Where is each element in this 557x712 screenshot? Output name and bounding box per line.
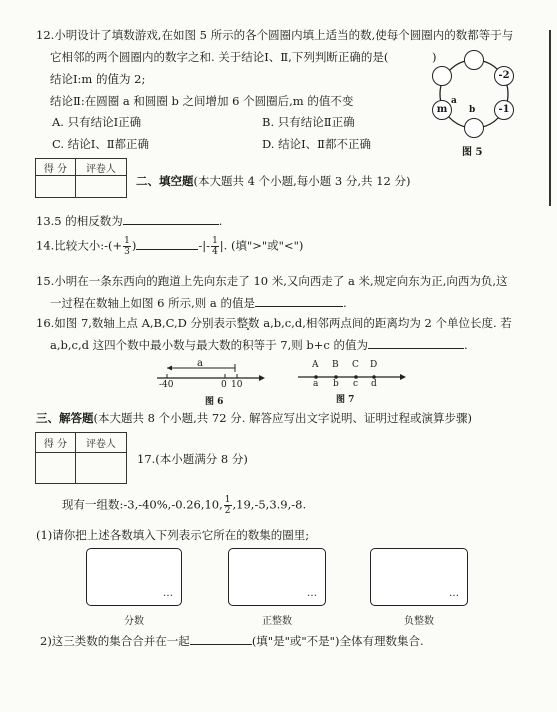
fig7-point-B: B [332,360,339,370]
q13 [36,213,222,229]
fig7-point-D: D [370,360,378,370]
label-b: b [469,105,476,115]
section-3-title: 三、解答题 [36,411,94,425]
q16-end: . [464,338,468,352]
fraction-one-quarter [211,236,219,257]
q17-numbers-pre: 现有一组数:-3,-40%,-0.26,10, [62,497,223,512]
q14-answer-blank[interactable] [136,249,198,250]
circle-label-m: m [436,104,448,115]
fig6-a-label: a [197,358,203,369]
option-a: A. 只有结论Ⅰ正确 [52,115,142,129]
score-header: 得 分 [36,159,76,176]
q16-line2-text: a,b,c,d 这四个数中最小数与最大数的积等于 7,则 b+c 的值为 [50,338,369,352]
answer-paren: ) [431,50,437,64]
half-num: 1 [224,495,231,505]
q17-part2 [40,633,424,649]
q17-header: 17.(本小题满分 8 分) [137,452,248,466]
half-den: 2 [224,506,231,516]
score-table-1 [35,158,127,198]
set-dots-fractions: … [163,588,173,599]
q17-part2-blank[interactable] [190,644,252,645]
grader-cell-2[interactable] [75,453,126,484]
section-2-heading [136,173,410,189]
option-b: B. 只有结论Ⅱ正确 [262,115,355,129]
fig7-point-C: C [352,360,359,370]
margin-binding-line [549,30,551,206]
grader-header: 评卷人 [75,159,126,176]
circle-top-right [494,66,514,86]
fraction-one-third [123,236,131,257]
option-c: C. 结论Ⅰ、Ⅱ都正确 [52,137,150,151]
score-cell-2[interactable] [36,453,76,484]
q14-mid: ) [131,238,137,253]
q13-end: . [218,214,223,228]
q12-line1: 12.小明设计了填数游戏,在如图 5 所示的各个圆圈内填上适当的数,使每个圆圈内的数都等于与 [36,28,514,42]
score-cell[interactable] [36,176,76,198]
q16-emphasis: 整数 . [237,316,260,330]
fraction-one-half [224,495,232,516]
conclusion-1: 结论Ⅰ:m 的值为 2; [50,72,146,86]
set-label-negative-integers: 负整数 [404,616,434,627]
q16-line1-a: 16.如图 7,数轴上点 A,B,C,D 分别表示 [36,316,237,330]
q14 [36,236,303,257]
score-header-2: 得 分 [36,433,76,453]
set-box-negative-integers[interactable] [370,548,468,606]
figure-5 [426,48,526,160]
grader-header-2: 评卷人 [75,433,126,453]
q12-line2-text: 它相邻的两个圆圈内的数字之和. 关于结论Ⅰ、Ⅱ,下列判断正确的是( [50,50,389,64]
q15-line1: 15.小明在一条东西向的跑道上先向东走了 10 米,又向西走了 a 米,规定向东为正,向西为负,这 [36,274,508,288]
fig7-value-b: b [333,379,339,389]
set-dots-negative-integers: … [449,588,459,599]
circle-top [464,50,484,70]
fig7-point-A: A [312,360,319,370]
q17-numbers [62,495,306,516]
q15-line2-text: 一过程在数轴上如图 6 所示,则 a 的值是 [50,296,255,310]
figure-7-caption: 图 7 [336,395,355,405]
grader-cell[interactable] [75,176,126,198]
q12-line2 [50,49,436,65]
figure-6 [155,356,265,406]
label-a: a [451,96,457,106]
q16-answer-blank[interactable] [368,348,464,349]
q17-numbers-post: ,19,-5,3.9,-8. [232,497,307,512]
fig7-value-d: d [371,379,377,389]
score-table-2 [35,432,127,484]
q15-end: . [342,296,347,310]
circle-b [464,118,484,138]
conclusion-2: 结论Ⅱ:在圆圈 a 和圆圈 b 之间增加 6 个圆圈后,m 的值不变 [50,94,354,108]
q14-prefix: 14.比较大小:-(+ [36,238,123,253]
figure-6-caption: 图 6 [205,397,224,407]
fig6-tick-10: 10 [231,380,243,390]
circle-top-left [432,66,452,86]
q15-line2 [50,295,347,311]
q14-mid2: -|- [198,238,211,253]
q17-part2-a: 2)这三类数的集合合并在一起 [40,634,190,648]
frac1-num: 1 [124,236,130,246]
fig7-value-a: a [313,379,319,389]
set-box-positive-integers[interactable] [228,548,326,606]
fig6-tick-neg40: -40 [159,380,174,390]
section-3-desc: (本大题共 8 个小题,共 72 分. 解答应写出文字说明、证明过程或演算步骤) [93,411,473,425]
figure-7 [296,360,406,406]
q13-text: 13.5 的相反数为 [36,214,123,228]
q17-part1: (1)请你把上述各数填入下列表示它所在的数集的圈里; [36,528,310,542]
fig7-value-c: c [353,379,359,389]
circle-value-neg2: -2 [498,70,510,81]
set-dots-positive-integers: … [307,588,317,599]
circle-bottom-right [494,100,514,120]
circle-m [432,100,452,120]
q15-answer-blank[interactable] [255,306,343,307]
frac2-num: 1 [212,236,218,246]
frac2-den: 4 [212,247,218,257]
q16-line2 [50,337,468,353]
section-2-title: 二、填空题 [136,174,194,188]
set-label-positive-integers: 正整数 [262,616,292,627]
q16-line1-b: a,b,c,d,相邻两点间的距离均为 2 个单位长度. 若 [259,316,512,330]
section-2-desc: (本大题共 4 个小题,每小题 3 分,共 12 分) [193,174,411,188]
option-d: D. 结论Ⅰ、Ⅱ都不正确 [262,137,371,151]
set-label-fractions: 分数 [124,616,144,627]
set-box-fractions[interactable] [86,548,182,606]
fig6-tick-0: 0 [221,380,227,390]
figure-5-caption: 图 5 [462,147,483,158]
circle-value-neg1: -1 [498,104,510,115]
section-3-heading [36,410,472,426]
q16-line1 [36,315,512,331]
q17-part2-b: (填"是"或"不是")全体有理数集合. [251,634,424,648]
q14-suffix: |. (填">"或"<") [219,238,304,253]
frac1-den: 3 [124,247,130,257]
q13-answer-blank[interactable] [123,224,219,225]
